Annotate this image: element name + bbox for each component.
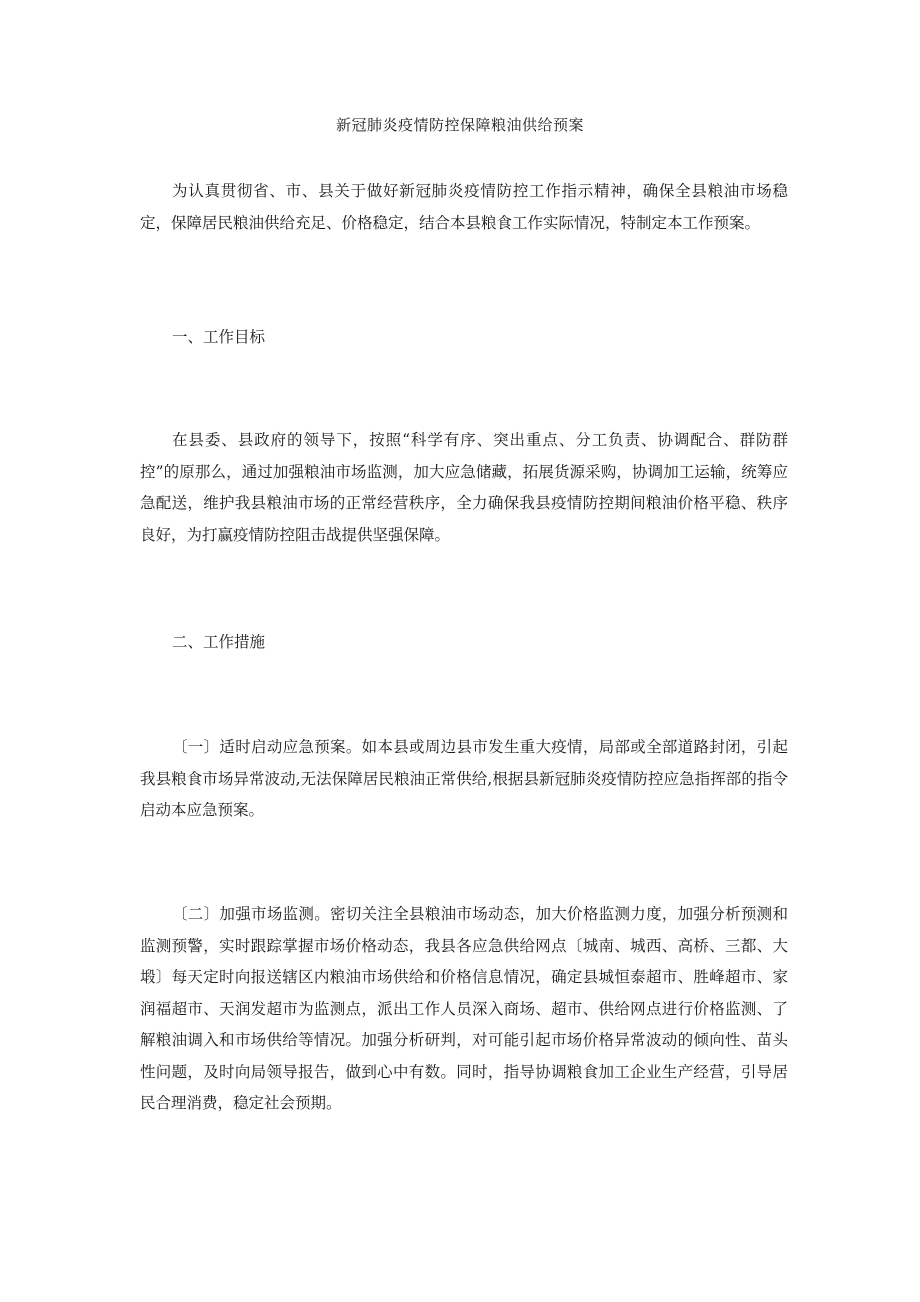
goals-paragraph: 在县委、县政府的领导下，按照“科学有序、突出重点、分工负责、协调配合、群防群控”的原那么，通过加强粮油市场监测，加大应急储藏，拓展货源采购，协调加工运输，统筹应急配送，维护我县粮油市场的正常经营秩序，全力确保我县疫情防控期间粮油价格平稳、秩序良好，为打赢疫情防控阻击战提供坚强保障。	[140, 431, 788, 544]
document-title: 新冠肺炎疫情防控保障粮油供给预案	[335, 116, 584, 134]
measure-paragraph-1: 〔一〕适时启动应急预案。如本县或周边县市发生重大疫情，局部或全部道路封闭，引起我县粮食市场异常波动,无法保障居民粮油正常供给,根据县新冠肺炎疫情防控应急指挥部的指令启动本应急预案。	[140, 738, 788, 819]
section-heading-measures: 二、工作措施	[172, 633, 266, 651]
section-heading-goals: 一、工作目标	[172, 328, 266, 346]
measure-paragraph-2: 〔二〕加强市场监测。密切关注全县粮油市场动态，加大价格监测力度，加强分析预测和监测预警，实时跟踪掌握市场价格动态，我县各应急供给网点〔城南、城西、高桥、三都、大塅〕每天定时向报送辖区内粮油市场供给和价格信息情况，确定县城恒泰超市、胜峰超市、家润福超市、天润发超市为监测点，派出工作人员深入商场、超市、供给网点进行价格监测、了解粮油调入和市场供给等情况。加强分析研判，对可能引起市场价格异常波动的倾向性、苗头性问题，及时向局领导报告，做到心中有数。同时，指导协调粮食加工企业生产经营，引导居民合理消费，稳定社会预期。	[140, 905, 788, 1112]
intro-paragraph: 为认真贯彻省、市、县关于做好新冠肺炎疫情防控工作指示精神，确保全县粮油市场稳定，保障居民粮油供给充足、价格稳定，结合本县粮食工作实际情况，特制定本工作预案。	[140, 182, 788, 232]
